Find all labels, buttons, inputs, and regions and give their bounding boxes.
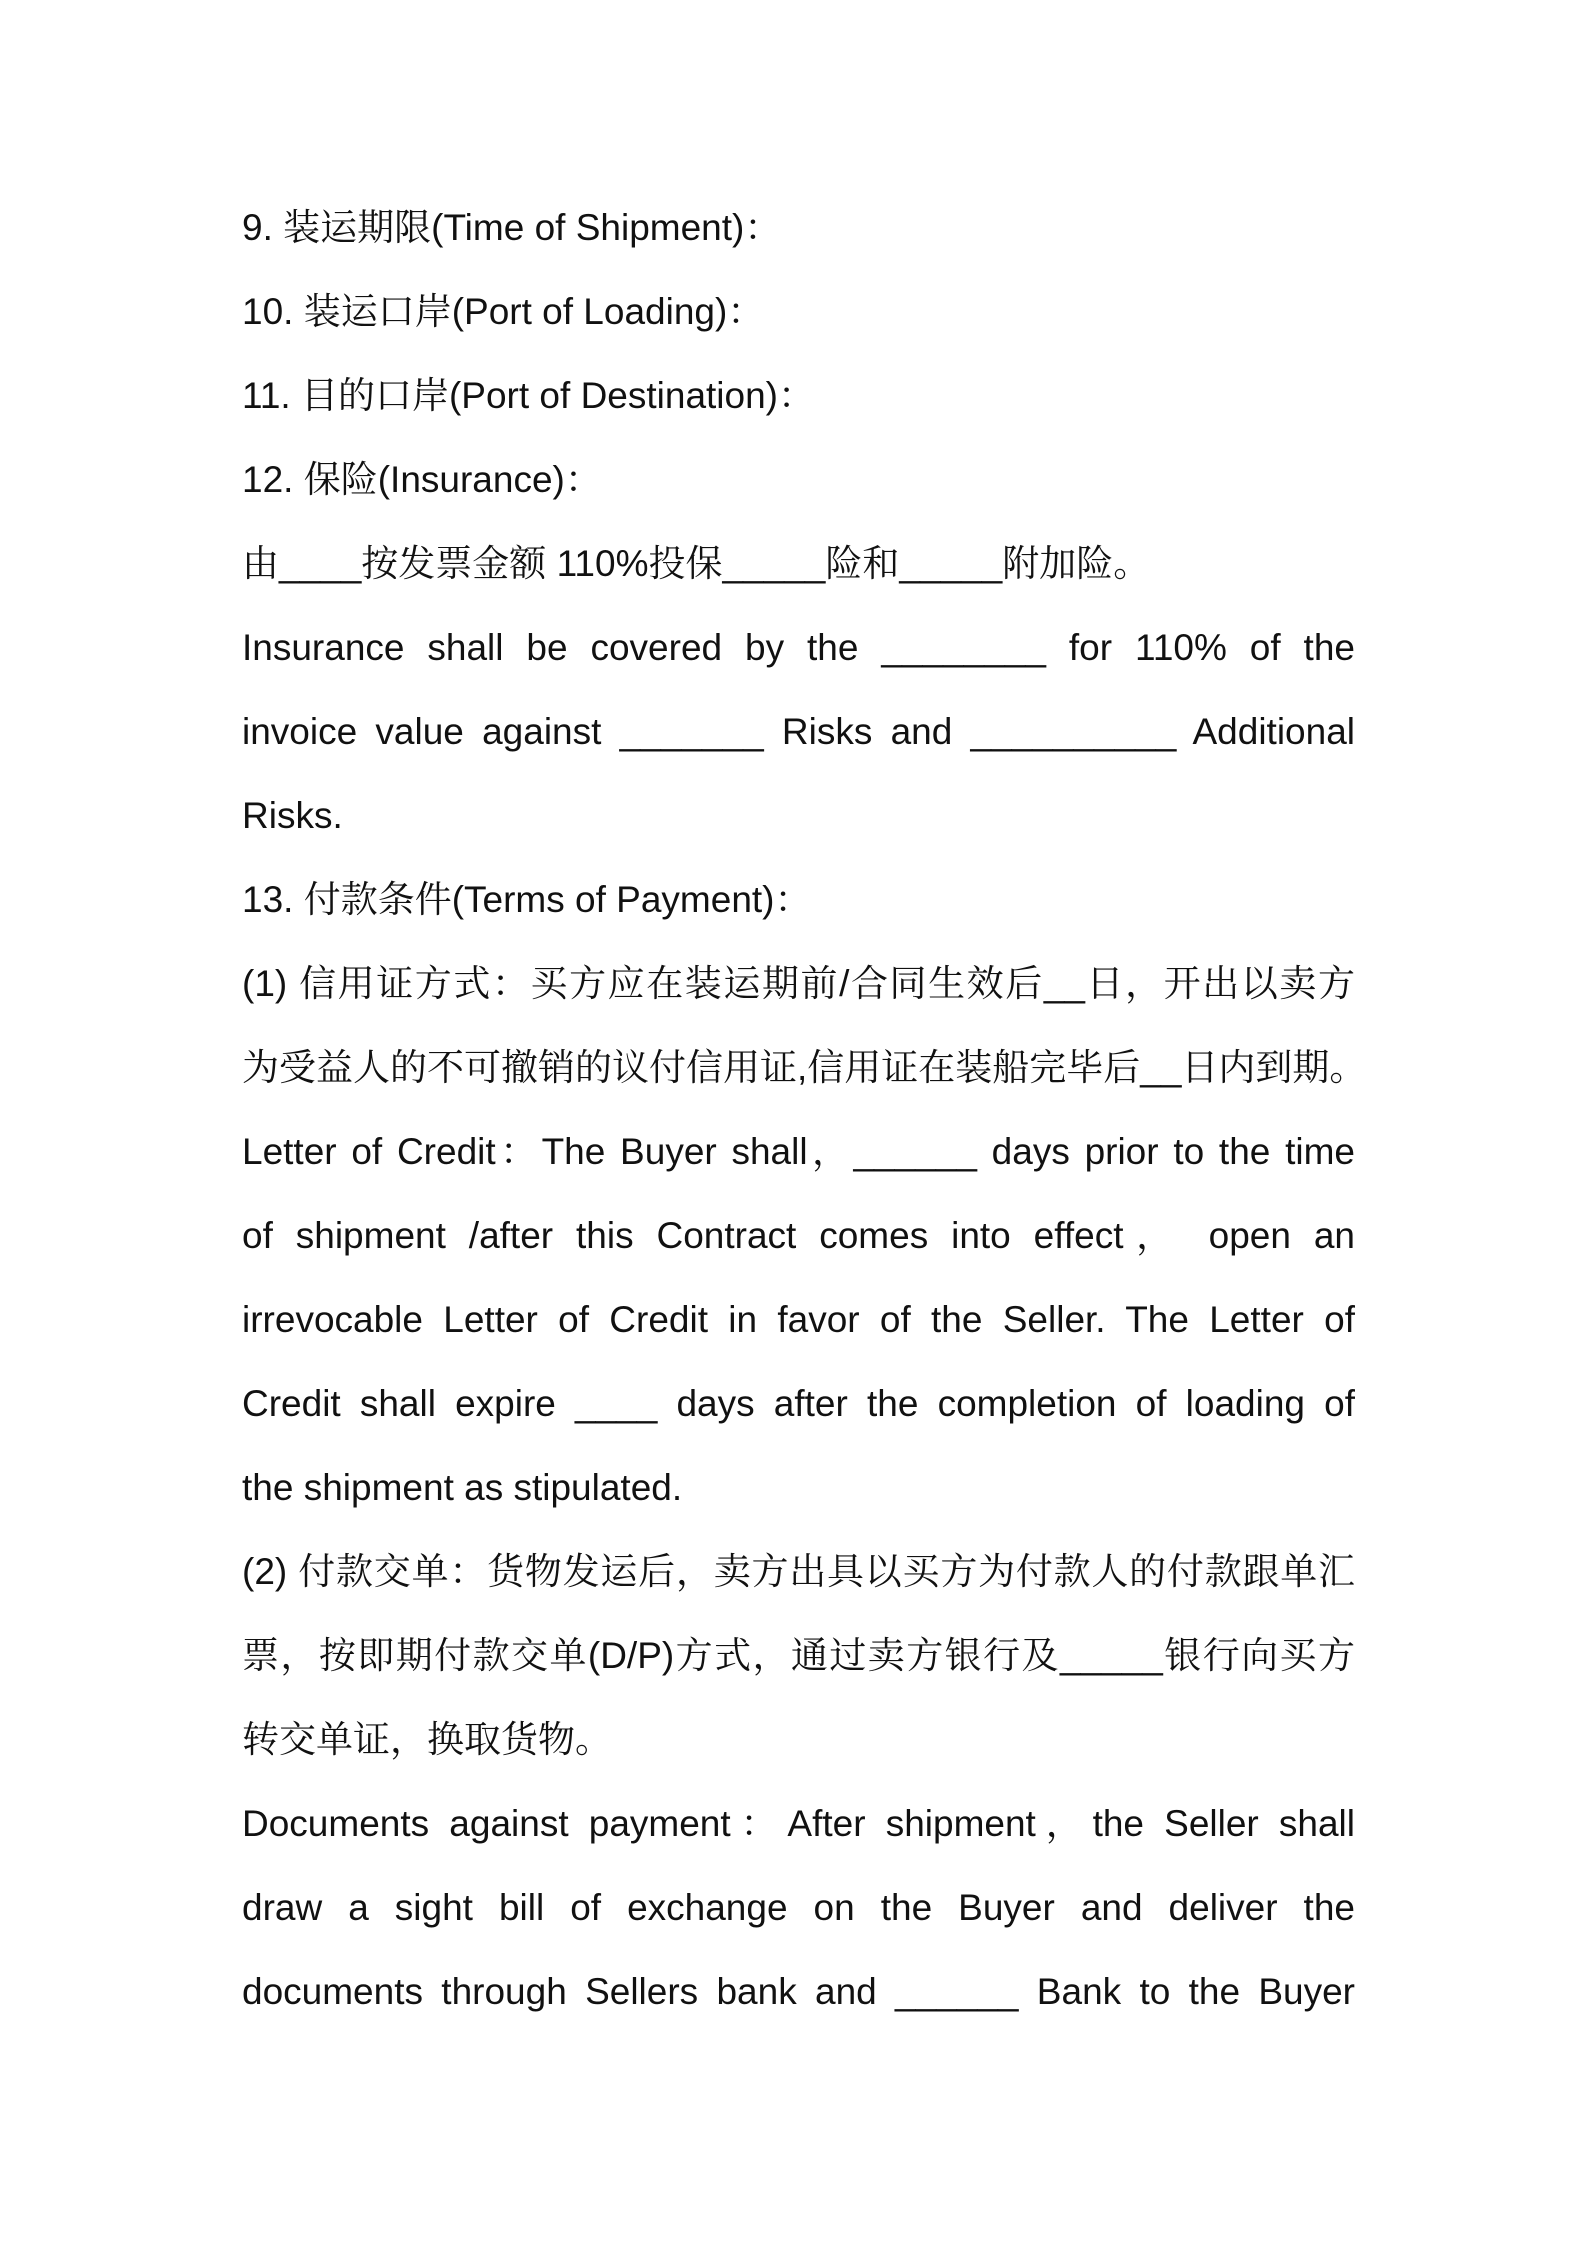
letter-of-credit-en-text-line: of shipment /after this Contract comes into effect， open an [242, 1215, 1355, 1256]
insurance-en-text-line: Insurance shall be covered by the ________ for 110% of the [242, 627, 1355, 668]
letter-of-credit-en-text-line: Credit shall expire ____ days after the completion of loading of [242, 1383, 1355, 1424]
clause-12-insurance [242, 438, 1355, 858]
insurance-zh-text-line: 由____按发票金额 110%投保_____险和_____附加险。 [242, 543, 1151, 584]
letter-of-credit-zh-text-line: 为受益人的不可撤销的议付信用证,信用证在装船完毕后__日内到期。 [242, 1047, 1367, 1088]
contract-clauses [242, 186, 1367, 2034]
letter-of-credit-zh-text-line: (1) 信用证方式：买方应在装运期前/合同生效后__日，开出以卖方 [242, 963, 1355, 1004]
clause-13-terms-of-payment [242, 858, 1367, 2034]
documents-against-payment-zh-text-line: 票，按即期付款交单(D/P)方式，通过卖方银行及_____银行向买方 [242, 1635, 1355, 1676]
insurance-en-text-line: Risks. [242, 795, 343, 836]
terms-of-payment-heading: 13. 付款条件(Terms of Payment)： [242, 879, 812, 920]
clause-10-port-of-loading: 10. 装运口岸(Port of Loading)： [242, 291, 765, 332]
documents-against-payment-zh-text-line: (2) 付款交单：货物发运后，卖方出具以买方为付款人的付款跟单汇 [242, 1551, 1355, 1592]
documents-against-payment-section [242, 1530, 1355, 2034]
insurance-heading: 12. 保险(Insurance)： [242, 459, 602, 500]
letter-of-credit-en-text-line: the shipment as stipulated. [242, 1467, 683, 1508]
clause-9-time-of-shipment: 9. 装运期限(Time of Shipment)： [242, 207, 782, 248]
documents-against-payment-en-text-line: draw a sight bill of exchange on the Buyer and deliver the [242, 1887, 1355, 1928]
documents-against-payment-en-text-line: Documents against payment：After shipment，the Seller shall [242, 1803, 1355, 1844]
letter-of-credit-en-text-line: irrevocable Letter of Credit in favor of the Seller. The Letter of [242, 1299, 1355, 1340]
documents-against-payment-en-text-line: documents through Sellers bank and ______ Bank to the Buyer [242, 1971, 1355, 2012]
clause-11-port-of-destination: 11. 目的口岸(Port of Destination)： [242, 375, 815, 416]
insurance-en-text-line: invoice value against _______ Risks and __________ Additional [242, 711, 1355, 752]
documents-against-payment-zh-text-line: 转交单证，换取货物。 [242, 1719, 612, 1760]
letter-of-credit-en-text-line: Letter of Credit：The Buyer shall，______ days prior to the time [242, 1131, 1355, 1172]
letter-of-credit-section [242, 942, 1367, 1530]
